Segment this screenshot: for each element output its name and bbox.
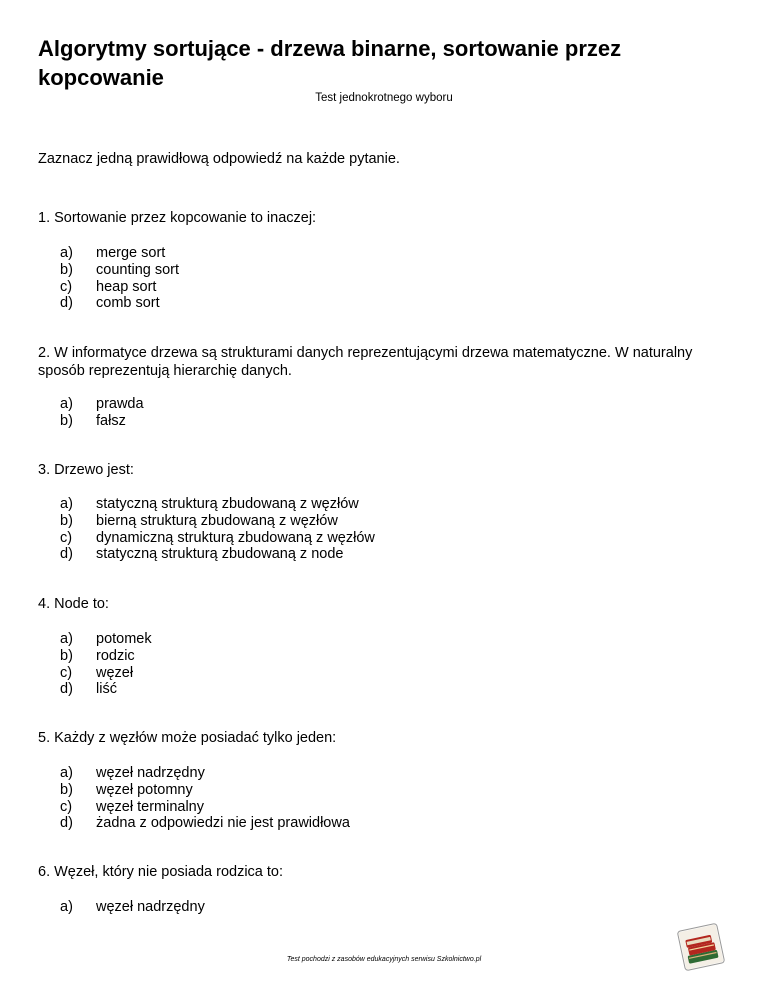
option-letter: b)	[60, 512, 73, 529]
question-1	[38, 210, 718, 312]
option-text: liść	[96, 681, 117, 698]
question-text: 5. Każdy z węzłów może posiadać tylko jeden:	[38, 730, 337, 746]
option-a[interactable]	[38, 396, 718, 413]
option-letter: a)	[60, 765, 73, 781]
question-text: 6. Węzeł, który nie posiada rodzica to:	[38, 864, 284, 880]
question-3	[38, 462, 718, 563]
question-text: 4. Node to:	[38, 596, 109, 612]
option-c[interactable]	[38, 665, 718, 682]
option-letter: d)	[60, 295, 73, 312]
option-text: węzeł terminalny	[96, 798, 204, 815]
option-text: żadna z odpowiedzi nie jest prawidłowa	[96, 815, 350, 832]
option-letter: a)	[60, 631, 73, 647]
option-letter: b)	[60, 261, 73, 278]
option-letter: c)	[60, 798, 73, 815]
option-text: węzeł nadrzędny	[96, 899, 205, 915]
option-letter: a)	[60, 396, 73, 412]
option-d[interactable]	[38, 546, 718, 563]
option-text: węzeł potomny	[96, 781, 193, 798]
page-subtitle: Test jednokrotnego wyboru	[315, 92, 453, 104]
option-text: prawda	[96, 396, 144, 412]
option-d[interactable]	[38, 681, 718, 698]
option-b[interactable]	[38, 413, 718, 430]
option-list	[38, 765, 718, 832]
books-stack-icon	[676, 922, 726, 972]
option-text: statyczną strukturą zbudowaną z węzłów	[96, 496, 359, 512]
option-list	[38, 496, 718, 563]
page-title: Algorytmy sortujące - drzewa binarne, sortowanie przez kopcowanie	[38, 36, 622, 90]
question-4	[38, 596, 718, 698]
option-text: heap sort	[96, 278, 157, 295]
option-letter: b)	[60, 647, 73, 664]
option-text: counting sort	[96, 261, 180, 278]
option-letter: b)	[60, 412, 73, 429]
option-d[interactable]	[38, 815, 718, 832]
option-list	[38, 631, 718, 698]
option-text: statyczną strukturą zbudowaną z node	[96, 546, 344, 563]
option-letter: d)	[60, 815, 73, 832]
option-text: fałsz	[96, 412, 126, 429]
question-2	[38, 344, 718, 430]
option-a[interactable]	[38, 765, 718, 782]
option-letter: d)	[60, 681, 73, 698]
option-text: comb sort	[96, 295, 160, 312]
option-c[interactable]	[38, 799, 718, 816]
option-letter: a)	[60, 245, 73, 261]
books-stack-svg	[676, 922, 726, 972]
option-letter: a)	[60, 496, 73, 512]
option-letter: d)	[60, 546, 73, 563]
option-b[interactable]	[38, 513, 718, 530]
option-list	[38, 245, 718, 312]
option-a[interactable]	[38, 631, 718, 648]
question-text: 3. Drzewo jest:	[38, 462, 134, 478]
option-c[interactable]	[38, 530, 718, 547]
option-b[interactable]	[38, 782, 718, 799]
option-letter: c)	[60, 529, 73, 546]
footer-source-note: Test pochodzi z zasobów edukacyjnych serwisu Szkolnictwo.pl	[286, 956, 482, 963]
option-text: rodzic	[96, 647, 135, 664]
option-letter: c)	[60, 278, 73, 295]
option-text: dynamiczną strukturą zbudowaną z węzłów	[96, 529, 375, 546]
option-letter: c)	[60, 664, 73, 681]
option-text: węzeł	[96, 664, 134, 681]
question-text: 1. Sortowanie przez kopcowanie to inaczej:	[38, 210, 317, 226]
option-c[interactable]	[38, 279, 718, 296]
option-list	[38, 396, 718, 430]
question-6	[38, 864, 718, 916]
option-text: merge sort	[96, 245, 166, 261]
option-text: bierną strukturą zbudowaną z węzłów	[96, 512, 338, 529]
question-text: 2. W informatyce drzewa są strukturami danych reprezentującymi drzewa matematyczne. W naturalny sposób reprezentują hierarchię danych.	[38, 345, 693, 379]
option-a[interactable]	[38, 899, 718, 916]
instructions-text: Zaznacz jedną prawidłową odpowiedź na każde pytanie.	[38, 151, 400, 167]
option-b[interactable]	[38, 648, 718, 665]
option-a[interactable]	[38, 496, 718, 513]
option-letter: a)	[60, 899, 73, 915]
option-b[interactable]	[38, 262, 718, 279]
option-a[interactable]	[38, 245, 718, 262]
option-text: węzeł nadrzędny	[96, 765, 205, 781]
option-list	[38, 899, 718, 916]
question-5	[38, 730, 718, 832]
option-d[interactable]	[38, 295, 718, 312]
option-text: potomek	[96, 631, 152, 647]
option-letter: b)	[60, 781, 73, 798]
